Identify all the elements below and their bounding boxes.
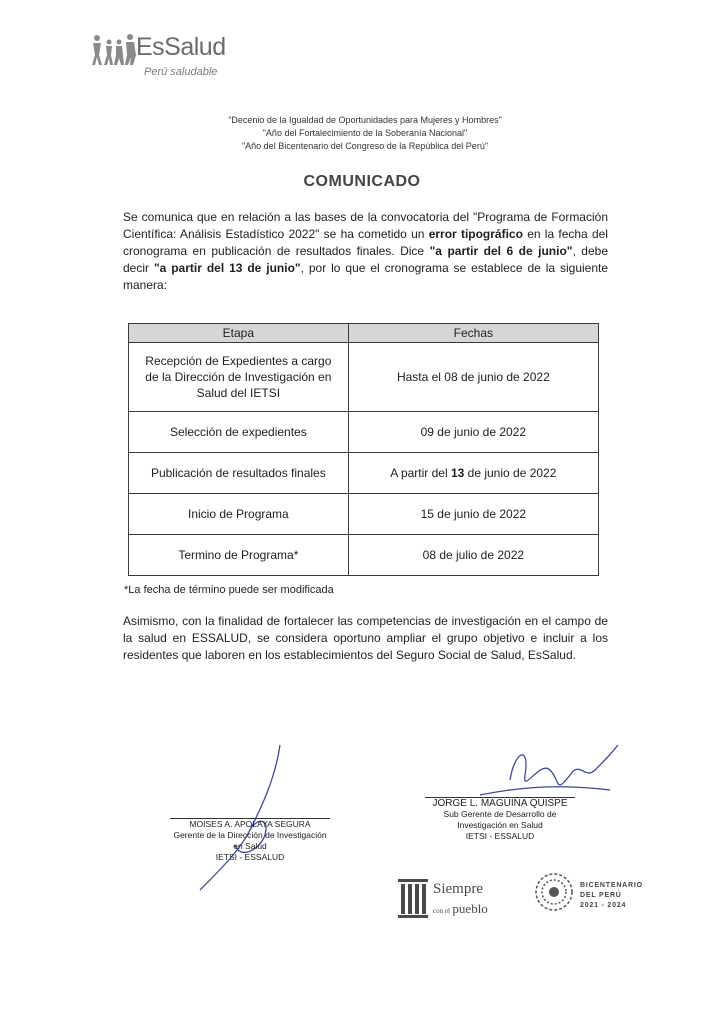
intro-bold-debe-decir: "a partir del 13 de junio" (153, 261, 301, 275)
intro-bold-error: error tipográfico (428, 227, 523, 241)
signature-block-apolaya (170, 818, 330, 863)
intro-text-1: Se comunica que en relación a las bases de la convocatoria del "Programa de Formación Científica: Análisis Estadístico 2022" se ha cometido un (123, 210, 608, 241)
fecha-bold-day: 13 (450, 466, 465, 480)
table-row (129, 453, 599, 494)
etapa-cell: Selección de expedientes (129, 412, 349, 453)
signer-title-cont: Investigación en Salud (457, 820, 543, 830)
schedule-table (128, 323, 599, 576)
bicentenario-emblem-icon (532, 870, 576, 914)
etapa-cell: Recepción de Expedientes a cargo de la Dirección de Investigación en Salud del IETSI (129, 343, 349, 412)
table-footnote: *La fecha de término puede ser modificada (124, 584, 334, 596)
year-mottos (160, 114, 570, 153)
del-peru-text: DEL PERÚ (580, 892, 622, 899)
signature-block-maguina (425, 797, 575, 842)
years-text: 2021 - 2024 (580, 902, 627, 909)
etapa-cell: Publicación de resultados finales (129, 453, 349, 494)
motto-soberania: "Año del Fortalecimiento de la Soberanía Nacional" (262, 128, 468, 138)
signer-org: IETSI - ESSALUD (215, 852, 285, 862)
logo-wordmark: EsSalud (136, 33, 226, 61)
fecha-prefix: A partir del (390, 466, 451, 480)
family-figures-icon (90, 33, 138, 67)
siempre-con-el-pueblo-logo (396, 875, 506, 920)
essalud-logo (90, 33, 250, 83)
intro-text-4: , por lo que el cronograma se establece de la siguiente manera: (123, 261, 609, 292)
logo-tagline: Perú saludable (144, 66, 218, 78)
intro-bold-dice: "a partir del 6 de junio" (429, 244, 573, 258)
siempre-word: Siempre (433, 881, 483, 897)
motto-bicentenario-congreso: "Año del Bicentenario del Congreso de la República del Perú" (241, 141, 489, 151)
table-header-row (129, 324, 599, 343)
signer-org: IETSI - ESSALUD (465, 831, 535, 841)
etapa-cell: Inicio de Programa (129, 494, 349, 535)
table-row (129, 494, 599, 535)
bicentenario-logo (532, 870, 652, 915)
con-el-pueblo-words (433, 901, 488, 917)
signer-name: JORGE L. MAGUIÑA QUISPE (425, 797, 575, 809)
etapa-cell: Termino de Programa* (129, 535, 349, 576)
signer-title: Sub Gerente de Desarrollo de (443, 809, 557, 819)
fecha-cell (348, 453, 598, 494)
pueblo-text: pueblo (452, 901, 488, 916)
table-row (129, 535, 599, 576)
bicentenario-text: BICENTENARIO (580, 882, 643, 889)
intro-text-2: en la fecha del cronograma en publicación de resultados finales. Dice (123, 227, 608, 258)
signer-title: Gerente de la Dirección de Investigación en Salud (173, 830, 327, 851)
table-row (129, 343, 599, 412)
fecha-cell: Hasta el 08 de junio de 2022 (348, 343, 598, 412)
con-el-text: con el (433, 907, 450, 915)
intro-paragraph (123, 209, 608, 294)
motto-decenio: "Decenio de la Igualdad de Oportunidades para Mujeres y Hombres" (228, 115, 502, 125)
fecha-cell: 15 de junio de 2022 (348, 494, 598, 535)
header-fechas: Fechas (348, 324, 598, 343)
fecha-cell: 08 de julio de 2022 (348, 535, 598, 576)
fecha-cell: 09 de junio de 2022 (348, 412, 598, 453)
closing-paragraph: Asimismo, con la finalidad de fortalecer las competencias de investigación en el campo de la salud en ESSALUD, se considera oportuno ampliar el grupo objetivo e incluir a los residentes que laboren en los establecimientos del Seguro Social de Salud, EsSalud. (123, 614, 608, 662)
signer-name: MOISES A. APOLAYA SEGURA (170, 818, 330, 830)
fecha-suffix: de junio de 2022 (464, 466, 557, 480)
table-row (129, 412, 599, 453)
header-etapa: Etapa (129, 324, 349, 343)
document-title: COMUNICADO (303, 173, 421, 190)
columns-icon (396, 877, 430, 919)
intro-text-3: , debe decir (123, 244, 608, 275)
